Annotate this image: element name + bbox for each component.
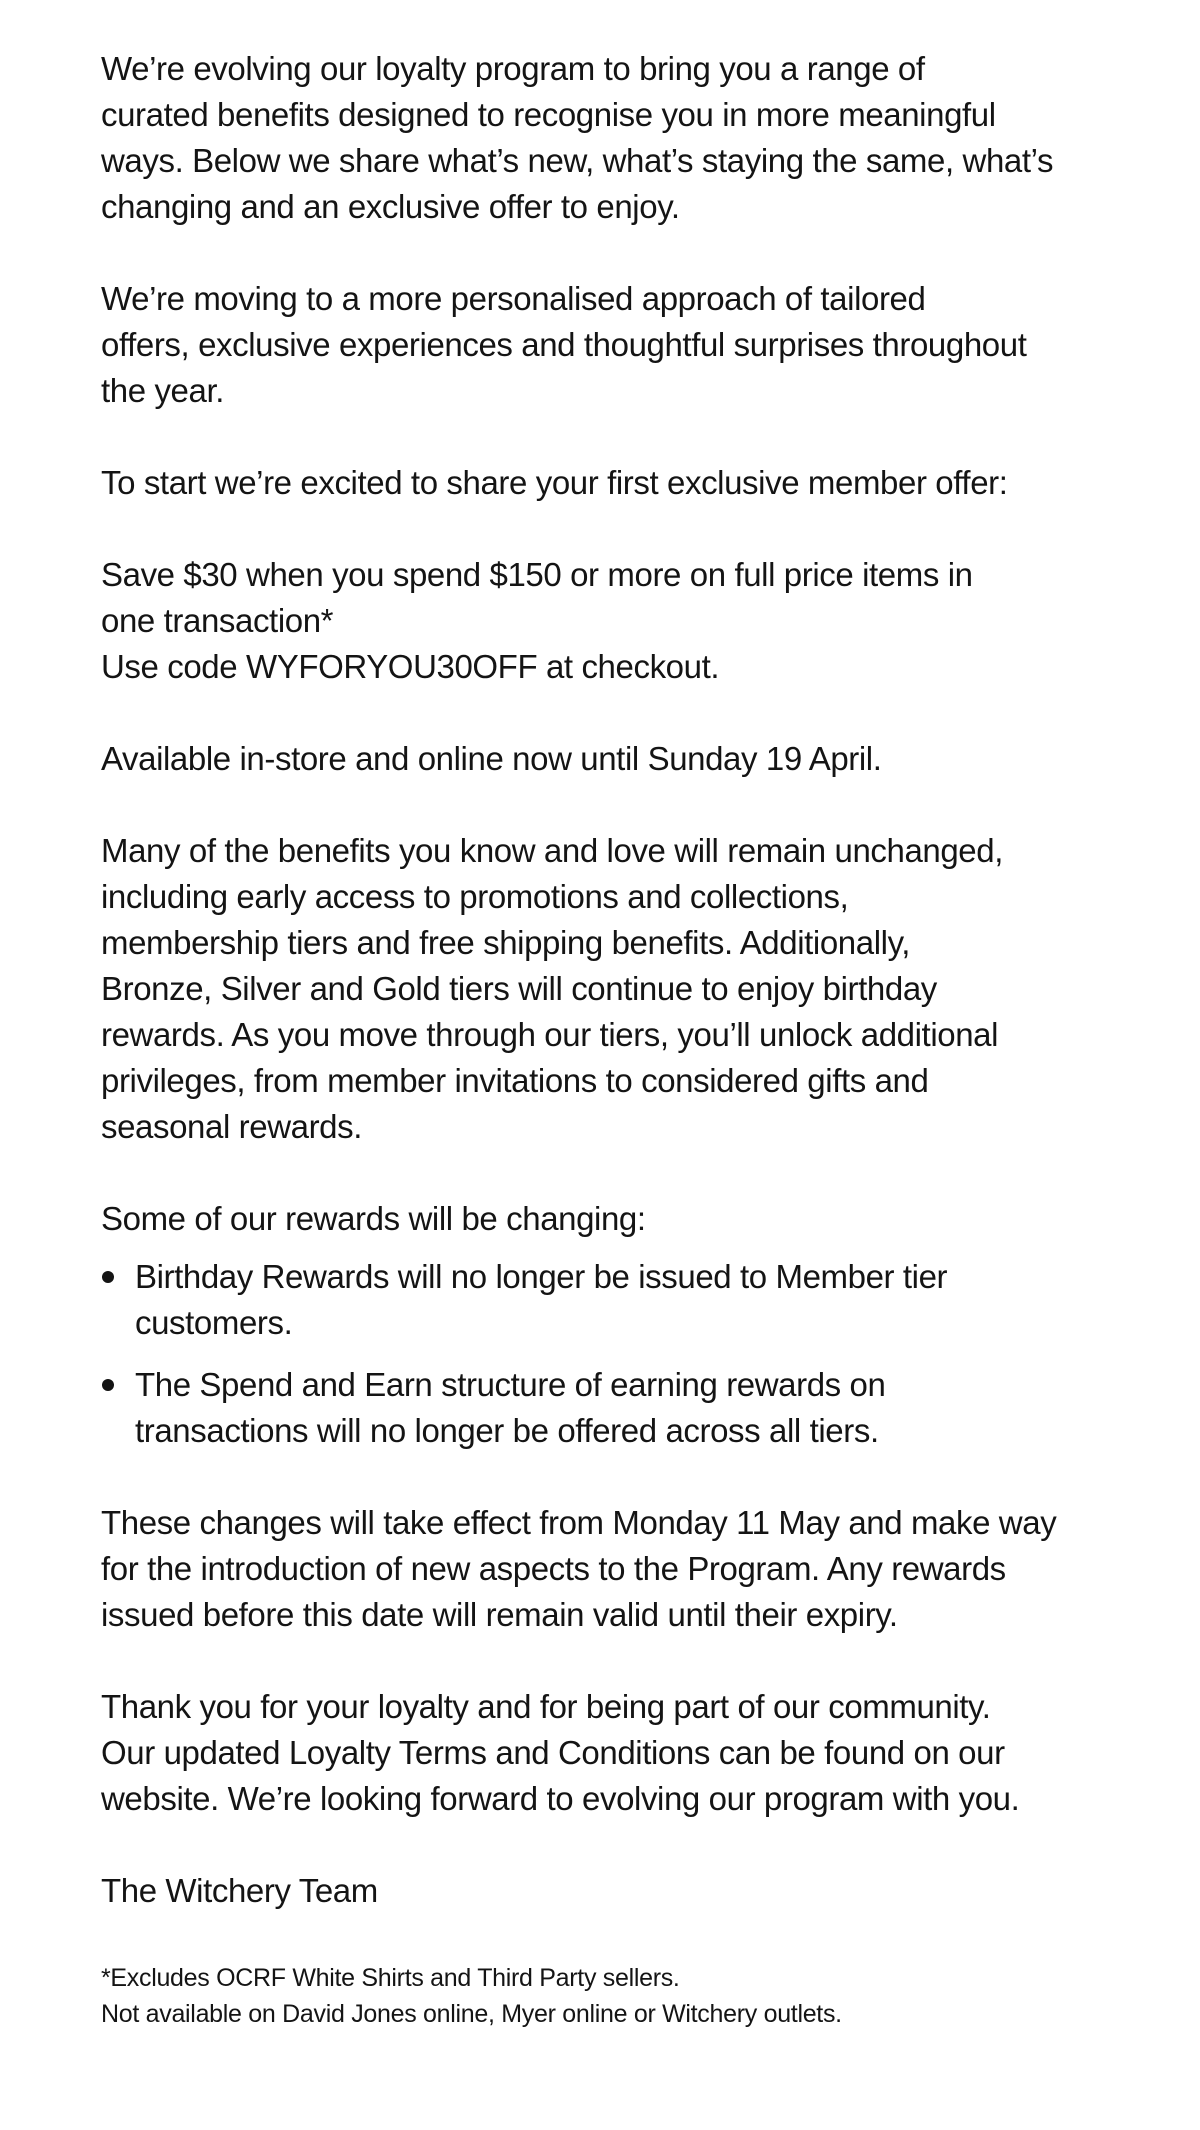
text-line: website. We’re looking forward to evolving our program with you. — [101, 1780, 1020, 1817]
unchanged-benefits-paragraph — [101, 828, 1121, 1150]
text-line: Birthday Rewards will no longer be issued to Member tier — [135, 1258, 948, 1295]
changes-list — [101, 1254, 1121, 1454]
text-line: seasonal rewards. — [101, 1108, 363, 1145]
text-line: Save $30 when you spend $150 or more on full price items in — [101, 556, 973, 593]
list-item — [101, 1254, 1121, 1346]
text-line: the year. — [101, 372, 224, 409]
offer-intro-paragraph — [101, 460, 1121, 506]
text-line: changing and an exclusive offer to enjoy. — [101, 188, 680, 225]
text-line: Bronze, Silver and Gold tiers will continue to enjoy birthday — [101, 970, 937, 1007]
bullet-icon — [102, 1271, 114, 1283]
effective-date-paragraph — [101, 1500, 1121, 1638]
text-line: We’re moving to a more personalised approach of tailored — [101, 280, 926, 317]
changes-heading — [101, 1196, 1121, 1242]
text-line: Many of the benefits you know and love will remain unchanged, — [101, 832, 1003, 869]
text-line: ways. Below we share what’s new, what’s staying the same, what’s — [101, 142, 1054, 179]
footnote — [101, 1960, 1121, 2032]
text-line: rewards. As you move through our tiers, you’ll unlock additional — [101, 1016, 999, 1053]
text-line: Available in-store and online now until Sunday 19 April. — [101, 740, 882, 777]
text-line: The Witchery Team — [101, 1872, 378, 1909]
text-line: for the introduction of new aspects to the Program. Any rewards — [101, 1550, 1006, 1587]
text-line: including early access to promotions and collections, — [101, 878, 849, 915]
text-line: These changes will take effect from Monday 11 May and make way — [101, 1504, 1057, 1541]
text-line: customers. — [135, 1304, 293, 1341]
text-line: membership tiers and free shipping benefits. Additionally, — [101, 924, 910, 961]
list-item — [101, 1362, 1121, 1454]
bullet-icon — [102, 1379, 114, 1391]
availability-paragraph — [101, 736, 1121, 782]
offer-paragraph — [101, 552, 1121, 690]
signoff — [101, 1868, 1121, 1914]
text-line: The Spend and Earn structure of earning rewards on — [135, 1366, 886, 1403]
text-line: transactions will no longer be offered across all tiers. — [135, 1412, 879, 1449]
text-line: Not available on David Jones online, Myer online or Witchery outlets. — [101, 2000, 842, 2028]
promo-code-line: Use code WYFORYOU30OFF at checkout. — [101, 648, 720, 685]
text-line: privileges, from member invitations to considered gifts and — [101, 1062, 929, 1099]
text-line: We’re evolving our loyalty program to bring you a range of — [101, 50, 925, 87]
text-line: To start we’re excited to share your first exclusive member offer: — [101, 464, 1008, 501]
text-line: issued before this date will remain valid until their expiry. — [101, 1596, 898, 1633]
text-line: *Excludes OCRF White Shirts and Third Party sellers. — [101, 1964, 680, 1992]
text-line: one transaction* — [101, 602, 334, 639]
text-line: Some of our rewards will be changing: — [101, 1200, 646, 1237]
text-line: Thank you for your loyalty and for being part of our community. — [101, 1688, 991, 1725]
text-line: Our updated Loyalty Terms and Conditions can be found on our — [101, 1734, 1005, 1771]
text-line: offers, exclusive experiences and thoughtful surprises throughout — [101, 326, 1027, 363]
personalised-paragraph — [101, 276, 1121, 414]
text-line: curated benefits designed to recognise you in more meaningful — [101, 96, 996, 133]
intro-paragraph — [101, 46, 1121, 230]
thanks-paragraph — [101, 1684, 1121, 1822]
